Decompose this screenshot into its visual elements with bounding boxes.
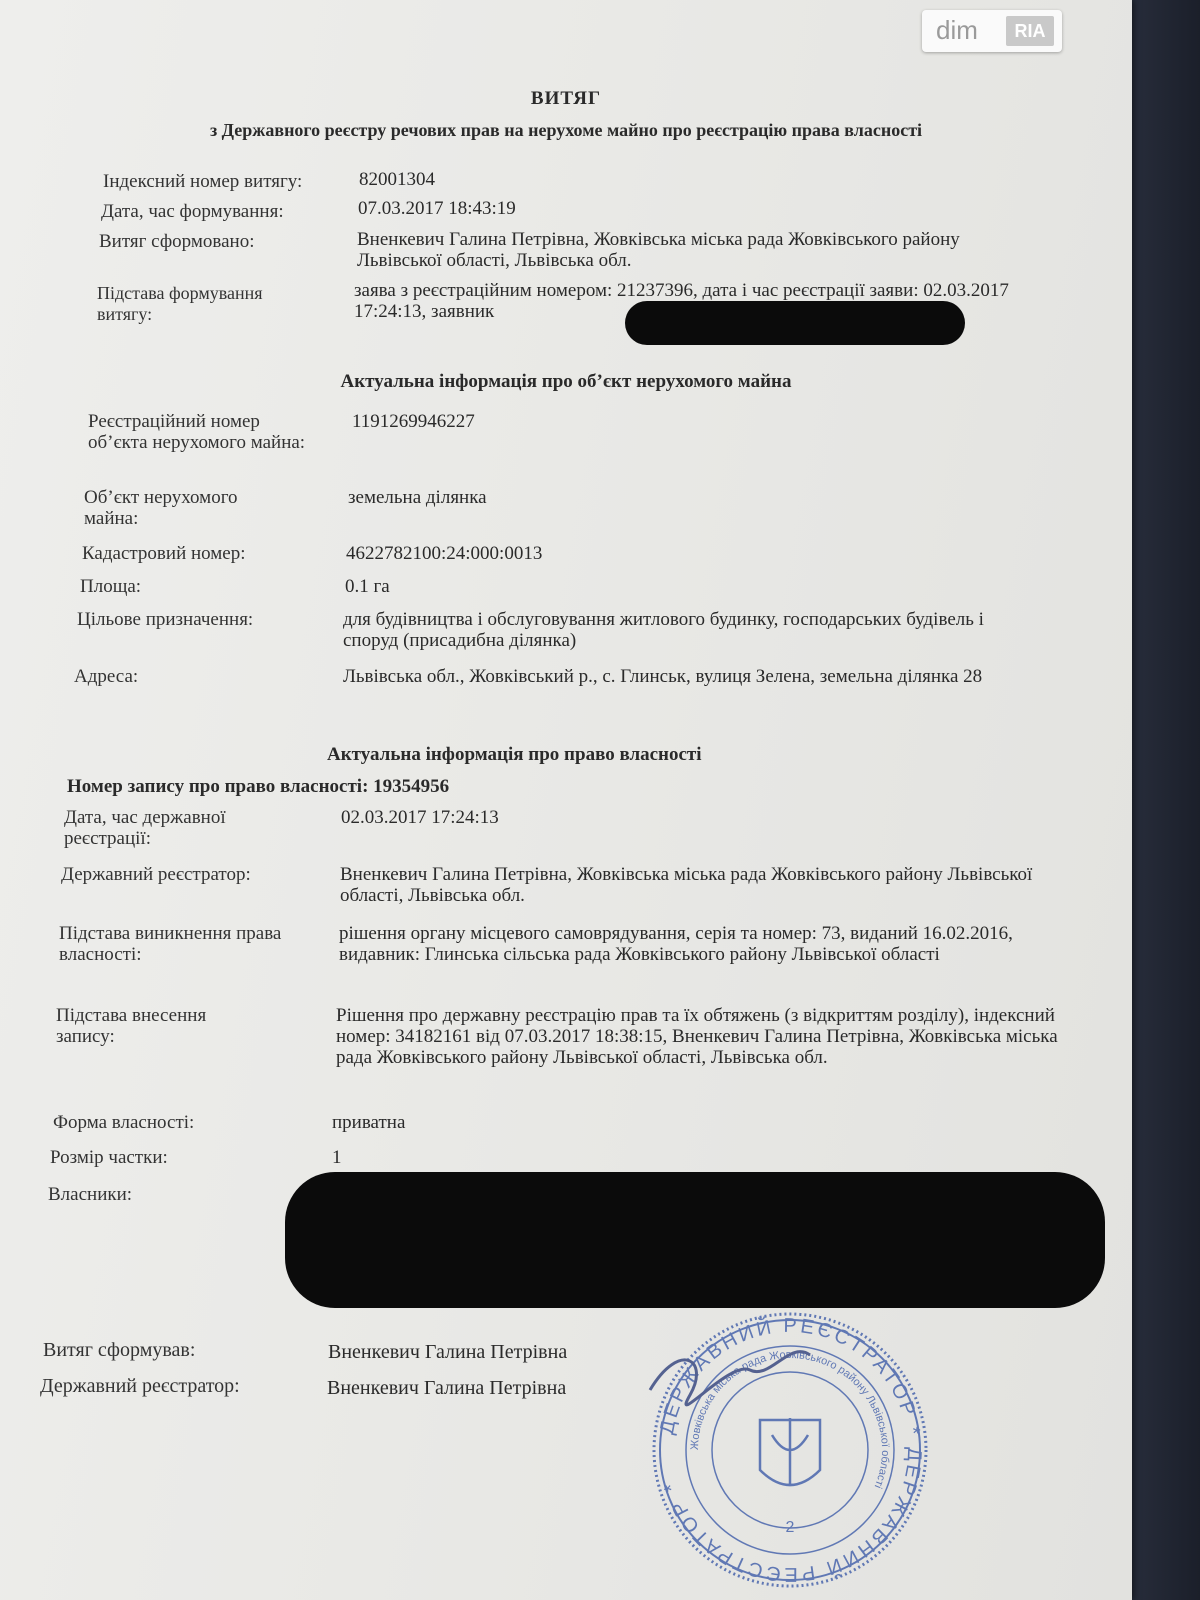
- object-section-heading: Актуальна інформація про об’єкт нерухомого майна: [340, 371, 792, 392]
- field-label: Державний реєстратор:: [61, 864, 251, 885]
- field-label: Кадастровий номер:: [82, 543, 246, 564]
- field-label: Індексний номер витягу:: [103, 171, 303, 192]
- field-label: Цільове призначення:: [77, 609, 254, 630]
- field-label: Витяг сформовано:: [99, 231, 255, 252]
- watermark-badge: RIA: [1006, 16, 1054, 46]
- field-label: Власники:: [48, 1184, 133, 1205]
- svg-text:Жовківська міська рада Жовківс: Жовківська міська рада Жовківського району Львівської області: [688, 1348, 892, 1491]
- svg-text:ДЕРЖАВНИЙ РЕЄСТРАТОР * ДЕРЖАВН: ДЕРЖАВНИЙ РЕЄСТРАТОР * ДЕРЖАВНИЙ РЕЄСТРАТОР *: [655, 1314, 926, 1586]
- field-value: 07.03.2017 18:43:19: [358, 198, 516, 219]
- field-label: Розмір частки:: [50, 1147, 168, 1168]
- field-label: Дата, час формування:: [101, 201, 284, 222]
- field-value: 1191269946227: [352, 411, 475, 432]
- field-value: 0.1 га: [345, 576, 390, 597]
- svg-text:2: 2: [785, 1519, 795, 1536]
- field-label: Витяг сформував:: [43, 1339, 196, 1361]
- field-value: Вненкевич Галина Петрівна: [328, 1341, 568, 1363]
- field-value: 82001304: [359, 169, 435, 190]
- ownership-section-heading: Актуальна інформація про право власності: [327, 744, 702, 765]
- field-label: Адреса:: [74, 666, 139, 687]
- ownership-record-number: Номер запису про право власності: 19354956: [67, 776, 450, 797]
- redaction-owners: [285, 1172, 1105, 1308]
- field-value: рішення органу місцевого самоврядування, серія та номер: 73, виданий 16.02.2016, видавник: Глинська сільська рада Жовківського району Львівської області: [339, 923, 1013, 965]
- field-value: для будівництва і обслуговування житлового будинку, господарських будівель і споруд (присадибна ділянка): [343, 609, 984, 651]
- field-value: земельна ділянка: [348, 487, 487, 508]
- field-value: Львівська обл., Жовківський р., с. Глинськ, вулиця Зелена, земельна ділянка 28: [343, 666, 983, 687]
- field-value: приватна: [332, 1112, 406, 1133]
- field-label: Форма власності:: [53, 1112, 195, 1133]
- field-label: Підстава формування витягу:: [97, 283, 263, 324]
- watermark-brand: dim: [936, 15, 978, 45]
- field-value: 1: [332, 1147, 342, 1168]
- field-value: 02.03.2017 17:24:13: [341, 807, 499, 828]
- document-title: ВИТЯГ: [530, 88, 602, 109]
- field-label: Об’єкт нерухомого майна:: [84, 487, 238, 529]
- field-value: заява з реєстраційним номером: 21237396, дата і час реєстрації заяви: 02.03.2017 17:24:13, заявник: [354, 280, 1009, 322]
- field-value: Вненкевич Галина Петрівна, Жовківська міська рада Жовківського району Львівської області, Львівська обл.: [357, 229, 960, 271]
- field-label: Площа:: [80, 576, 142, 597]
- field-value: 4622782100:24:000:0013: [346, 543, 543, 564]
- document-subtitle: з Державного реєстру речових прав на нерухоме майно про реєстрацію права власності: [209, 120, 923, 140]
- field-value: Рішення про державну реєстрацію прав та їх обтяжень (з відкриттям розділу), індексний номер: 34182161 від 07.03.2017 18:38:15, Вненкевич Галина Петрівна, Жовківська міська рада Жовківського району Львівської області, Львівська обл.: [336, 1005, 1058, 1068]
- redaction-applicant: [625, 301, 965, 345]
- field-label: Підстава виникнення права власності:: [59, 923, 282, 965]
- field-label: Реєстраційний номер об’єкта нерухомого майна:: [88, 411, 306, 453]
- registrar-stamp: [640, 1300, 940, 1600]
- field-label: Державний реєстратор:: [40, 1375, 240, 1397]
- field-value: Вненкевич Галина Петрівна: [327, 1377, 567, 1399]
- field-label: Підстава внесення запису:: [56, 1005, 207, 1047]
- field-label: Дата, час державної реєстрації:: [64, 807, 226, 849]
- field-value: Вненкевич Галина Петрівна, Жовківська міська рада Жовківського району Львівської області, Львівська обл.: [340, 864, 1033, 906]
- watermark-logo: [922, 10, 1062, 52]
